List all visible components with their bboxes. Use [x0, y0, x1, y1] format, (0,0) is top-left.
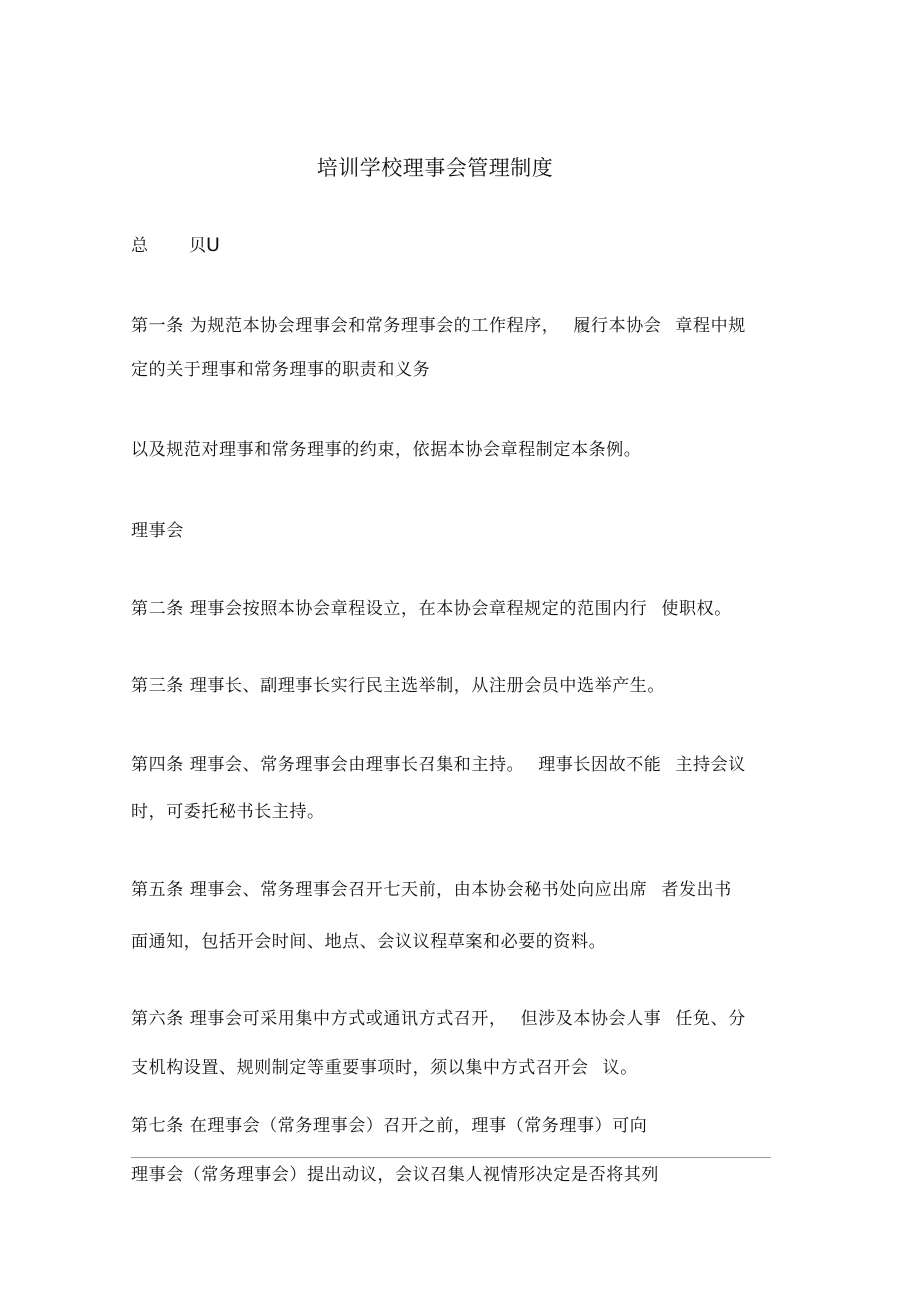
line-segment: 以及规范对理事和常务理事的约束，依据本协会章程制定本条例。 — [131, 440, 642, 460]
line-segment: 任免、分 — [675, 1009, 746, 1029]
line-segment: 理事长因故不能 — [538, 755, 662, 775]
section-heading-letter: U — [206, 234, 220, 256]
line-segment: 议。 — [602, 1058, 638, 1078]
paragraph-line — [131, 797, 325, 822]
document-title: 培训学校理事会管理制度 — [316, 156, 554, 180]
paragraph-line — [131, 927, 606, 952]
paragraph-line — [131, 435, 641, 460]
section-heading-left: 总 — [131, 236, 148, 256]
section-heading — [131, 231, 220, 256]
line-segment: 第二条 理事会按照本协会章程设立，在本协会章程规定的范围内行 — [131, 599, 648, 619]
line-segment: 支机构设置、规则制定等重要事项时，须以集中方式召开会 — [131, 1058, 589, 1078]
line-segment: 第五条 理事会、常务理事会召开七天前，由本协会秘书处向应出席 — [131, 880, 648, 900]
paragraph-line — [131, 311, 746, 336]
line-segment: 履行本协会 — [573, 316, 662, 336]
line-segment: 理事会 — [131, 521, 184, 541]
line-segment: 第三条 理事长、副理事长实行民主选举制，从注册会员中选举产生。 — [131, 676, 666, 696]
paragraph-line — [131, 1053, 638, 1078]
paragraph-line — [131, 750, 746, 775]
line-segment: 面通知，包括开会时间、地点、会议议程草案和必要的资料。 — [131, 932, 607, 952]
paragraph-line — [131, 516, 184, 541]
paragraph-line — [131, 594, 732, 619]
horizontal-rule — [131, 1157, 771, 1158]
line-segment: 时，可委托秘书长主持。 — [131, 802, 325, 822]
line-segment: 第六条 理事会可采用集中方式或通讯方式召开， — [131, 1009, 507, 1029]
paragraph-line — [131, 1160, 659, 1185]
line-segment: 第七条 在理事会（常务理事会）召开之前，理事（常务理事）可向 — [131, 1116, 648, 1136]
line-segment: 但涉及本协会人事 — [520, 1009, 662, 1029]
paragraph-line — [131, 671, 665, 696]
line-segment: 第四条 理事会、常务理事会由理事长召集和主持。 — [131, 755, 525, 775]
line-segment: 第一条 为规范本协会理事会和常务理事会的工作程序， — [131, 316, 560, 336]
paragraph-line — [131, 1111, 647, 1136]
line-segment: 者发出书 — [661, 880, 732, 900]
line-segment: 使职权。 — [661, 599, 732, 619]
line-segment: 理事会（常务理事会）提出动议，会议召集人视情形决定是否将其列 — [131, 1165, 659, 1185]
paragraph-line — [131, 1004, 746, 1029]
paragraph-line — [131, 355, 430, 380]
paragraph-line — [131, 875, 732, 900]
section-heading-right: 贝 — [189, 236, 206, 256]
line-segment: 定的关于理事和常务理事的职责和义务 — [131, 360, 431, 380]
line-segment: 章程中规 — [675, 316, 746, 336]
line-segment: 主持会议 — [675, 755, 746, 775]
